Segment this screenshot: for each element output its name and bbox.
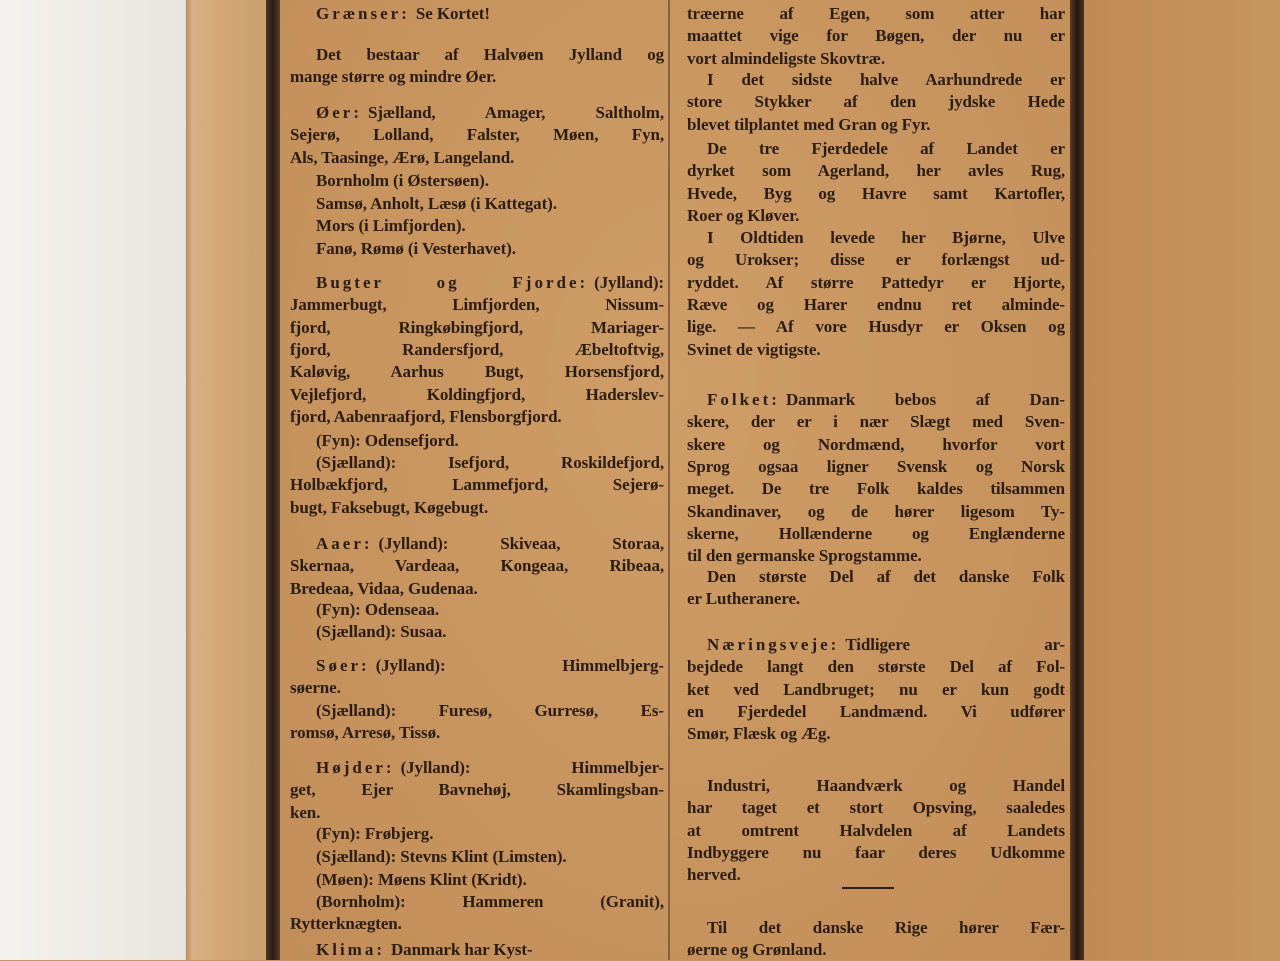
text-line bbox=[316, 238, 664, 260]
text-line bbox=[290, 294, 664, 316]
line-text: Indbyggere nu faar deres Udkomme bbox=[687, 842, 1065, 862]
text-line bbox=[290, 474, 664, 496]
section-heading: Søer: bbox=[316, 656, 370, 675]
text-line bbox=[316, 533, 664, 555]
text-line bbox=[316, 215, 664, 237]
line-text: mange større og mindre Øer. bbox=[290, 67, 497, 87]
text-line bbox=[687, 411, 1065, 433]
line-text: I det sidste halve Aarhundrede er bbox=[707, 70, 1065, 89]
line-text: Sejerø, Lolland, Falster, Møen, Fyn, bbox=[290, 125, 664, 145]
line-text: Industri, Haandværk og Handel bbox=[707, 776, 1065, 795]
text-line bbox=[316, 102, 664, 124]
column-divider bbox=[668, 0, 670, 960]
text-line bbox=[290, 406, 664, 428]
line-text: Smør, Flæsk og Æg. bbox=[687, 724, 831, 744]
text-line bbox=[707, 566, 1065, 588]
text-line bbox=[687, 701, 1065, 723]
line-text: get, Ejer Bavnehøj, Skamlingsban- bbox=[290, 780, 664, 800]
line-text: Se Kortet! bbox=[415, 4, 490, 23]
line-text: Hvede, Byg og Havre samt Kartofler, bbox=[687, 183, 1065, 203]
line-text: til den germanske Sprogstamme. bbox=[687, 546, 922, 566]
text-line bbox=[316, 655, 664, 677]
text-line bbox=[290, 578, 664, 600]
text-line bbox=[687, 501, 1065, 523]
text-line bbox=[707, 917, 1065, 939]
text-line bbox=[316, 891, 664, 913]
text-line bbox=[687, 91, 1065, 113]
background-surface bbox=[0, 0, 186, 960]
line-text: Skernaa, Vardeaa, Kongeaa, Ribeaa, bbox=[290, 556, 664, 576]
line-text: De tre Fjerdedele af Landet er bbox=[707, 139, 1065, 158]
line-text: I Oldtiden levede her Bjørne, Ulve bbox=[707, 228, 1065, 247]
line-text: søerne. bbox=[290, 678, 341, 698]
line-text: træerne af Egen, som atter har bbox=[687, 4, 1065, 23]
line-text: Danmark har Kyst- bbox=[391, 940, 533, 959]
text-line bbox=[290, 497, 664, 519]
line-text: skere og Nordmænd, hvorfor vort bbox=[687, 434, 1065, 454]
section-heading: Øer: bbox=[316, 103, 362, 122]
line-text: en Fjerdedel Landmænd. Vi udfører bbox=[687, 701, 1065, 721]
line-text: (Sjælland): Furesø, Gurresø, Es- bbox=[316, 701, 664, 720]
text-line bbox=[316, 757, 664, 779]
text-line bbox=[290, 317, 664, 339]
text-line bbox=[290, 339, 664, 361]
text-line bbox=[316, 599, 664, 621]
text-line bbox=[687, 456, 1065, 478]
line-text: fjord, Ringkøbingfjord, Mariager- bbox=[290, 317, 664, 337]
line-text: dyrket som Agerland, her avles Rug, bbox=[687, 161, 1065, 181]
line-text: Jammerbugt, Limfjorden, Nissum- bbox=[290, 295, 664, 315]
line-text: Til det danske Rige hører Fær- bbox=[707, 918, 1065, 937]
text-line bbox=[316, 700, 664, 722]
text-line bbox=[316, 869, 664, 891]
text-line bbox=[290, 124, 664, 146]
line-text: (Bornholm): Hammeren (Granit), bbox=[316, 892, 664, 911]
section-heading: Klima: bbox=[316, 940, 385, 959]
text-line bbox=[707, 138, 1065, 160]
line-text: store Stykker af den jydske Hede bbox=[687, 92, 1065, 112]
text-line bbox=[316, 621, 664, 643]
text-line bbox=[687, 797, 1065, 819]
line-text: har taget et stort Opsving, saaledes bbox=[687, 798, 1065, 818]
text-line bbox=[687, 3, 1065, 25]
line-text: bejdede langt den største Del af Fol- bbox=[687, 657, 1065, 677]
text-line bbox=[687, 723, 1065, 745]
text-line bbox=[687, 864, 1065, 886]
line-text: Bredeaa, Vidaa, Gudenaa. bbox=[290, 578, 478, 598]
line-text: (Jylland): bbox=[594, 273, 664, 292]
text-line bbox=[290, 913, 664, 935]
text-line bbox=[707, 775, 1065, 797]
line-text: ken. bbox=[290, 802, 321, 822]
text-line bbox=[687, 939, 1065, 961]
line-text: Als, Taasinge, Ærø, Langeland. bbox=[290, 147, 515, 167]
line-text: øerne og Grønland. bbox=[687, 940, 827, 960]
text-line bbox=[316, 272, 664, 294]
text-line bbox=[687, 316, 1065, 338]
line-text: Den største Del af det danske Folk bbox=[707, 567, 1065, 586]
line-text: er Lutheranere. bbox=[687, 589, 801, 609]
text-line bbox=[687, 114, 1065, 136]
text-line bbox=[707, 69, 1065, 91]
text-line bbox=[290, 677, 664, 699]
section-heading: Højder: bbox=[316, 758, 395, 777]
section-heading: Grænser: bbox=[316, 4, 410, 23]
line-text: Tidligere ar- bbox=[845, 635, 1065, 654]
text-line bbox=[316, 193, 664, 215]
text-line bbox=[290, 147, 664, 169]
text-line bbox=[687, 339, 1065, 361]
text-line bbox=[316, 823, 664, 845]
section-heading: Aaer: bbox=[316, 534, 373, 553]
section-rule bbox=[842, 887, 894, 889]
text-line bbox=[707, 389, 1065, 411]
text-line bbox=[687, 478, 1065, 500]
text-line bbox=[707, 634, 1065, 656]
text-line bbox=[290, 722, 664, 744]
text-line bbox=[290, 66, 664, 88]
line-text: herved. bbox=[687, 865, 741, 885]
text-line bbox=[290, 779, 664, 801]
line-text: Det bestaar af Halvøen Jylland og bbox=[316, 45, 664, 64]
line-text: (Jylland): Himmelbjer- bbox=[400, 758, 664, 777]
text-line bbox=[687, 588, 1065, 610]
text-line bbox=[316, 452, 664, 474]
line-text: fjord, Randersfjord, Æbeltoftvig, bbox=[290, 339, 664, 359]
line-text: og Urokser; disse er forlængst ud- bbox=[687, 250, 1065, 270]
line-text: Samsø, Anholt, Læsø (i Kattegat). bbox=[316, 194, 557, 213]
text-line bbox=[316, 430, 664, 452]
line-text: Ræve og Harer endnu ret alminde- bbox=[687, 294, 1065, 314]
section-heading: Bugter og Fjorde: bbox=[316, 273, 589, 292]
section-heading: Folket: bbox=[707, 390, 780, 409]
line-text: skere, der er i nær Slægt med Sven- bbox=[687, 412, 1065, 432]
text-line bbox=[316, 846, 664, 868]
text-line bbox=[290, 384, 664, 406]
text-line bbox=[316, 3, 664, 25]
line-text: Skandinaver, og de hører ligesom Ty- bbox=[687, 501, 1065, 521]
line-text: Holbækfjord, Lammefjord, Sejerø- bbox=[290, 475, 664, 495]
line-text: ket ved Landbruget; nu er kun godt bbox=[687, 679, 1065, 699]
text-line bbox=[290, 555, 664, 577]
line-text: (Sjælland): Isefjord, Roskildefjord, bbox=[316, 453, 664, 472]
line-text: maattet vige for Bøgen, der nu er bbox=[687, 26, 1065, 46]
line-text: fjord, Aabenraafjord, Flensborgfjord. bbox=[290, 406, 562, 426]
line-text: (Møen): Møens Klint (Kridt). bbox=[316, 870, 527, 889]
line-text: blevet tilplantet med Gran og Fyr. bbox=[687, 114, 931, 134]
text-line bbox=[687, 820, 1065, 842]
text-line bbox=[687, 434, 1065, 456]
text-line bbox=[687, 205, 1065, 227]
text-line bbox=[687, 249, 1065, 271]
text-line bbox=[290, 361, 664, 383]
line-text: Vejlefjord, Koldingfjord, Haderslev- bbox=[290, 384, 664, 404]
line-text: Sjælland, Amager, Saltholm, bbox=[367, 103, 664, 122]
line-text: meget. De tre Folk kaldes tilsammen bbox=[687, 479, 1065, 499]
line-text: Kaløvig, Aarhus Bugt, Horsensfjord, bbox=[290, 362, 664, 382]
text-line bbox=[687, 25, 1065, 47]
text-line bbox=[687, 656, 1065, 678]
page-border-left bbox=[266, 0, 280, 960]
line-text: Sprog ogsaa ligner Svensk og Norsk bbox=[687, 456, 1065, 476]
text-line bbox=[290, 802, 664, 824]
text-line bbox=[687, 183, 1065, 205]
text-line bbox=[316, 44, 664, 66]
section-heading: Næringsveje: bbox=[707, 635, 840, 654]
text-line bbox=[687, 272, 1065, 294]
text-line bbox=[687, 48, 1065, 70]
text-line bbox=[687, 523, 1065, 545]
line-text: (Jylland): Himmelbjerg- bbox=[375, 656, 664, 675]
line-text: lige. — Af vore Husdyr er Oksen og bbox=[687, 317, 1065, 337]
line-text: Rytterknægten. bbox=[290, 914, 402, 934]
text-line bbox=[687, 545, 1065, 567]
line-text: (Fyn): Odensefjord. bbox=[316, 431, 459, 450]
line-text: (Fyn): Odenseaa. bbox=[316, 600, 440, 619]
line-text: (Sjælland): Stevns Klint (Limsten). bbox=[316, 847, 567, 866]
text-line bbox=[687, 842, 1065, 864]
paper-edge bbox=[186, 0, 266, 960]
line-text: Fanø, Rømø (i Vesterhavet). bbox=[316, 239, 516, 258]
line-text: ryddet. Af større Pattedyr er Hjorte, bbox=[687, 272, 1065, 292]
line-text: romsø, Arresø, Tissø. bbox=[290, 723, 441, 743]
line-text: Svinet de vigtigste. bbox=[687, 339, 821, 359]
line-text: bugt, Faksebugt, Køgebugt. bbox=[290, 497, 489, 517]
line-text: (Sjælland): Susaa. bbox=[316, 622, 447, 641]
line-text: skerne, Hollænderne og Englænderne bbox=[687, 523, 1065, 543]
text-line bbox=[316, 939, 664, 961]
line-text: Roer og Kløver. bbox=[687, 205, 800, 225]
paper-right bbox=[1084, 0, 1280, 960]
text-line bbox=[316, 170, 664, 192]
page-border-right bbox=[1070, 0, 1084, 960]
text-line bbox=[687, 679, 1065, 701]
line-text: Danmark bebos af Dan- bbox=[785, 390, 1065, 409]
text-line bbox=[687, 294, 1065, 316]
line-text: (Fyn): Frøbjerg. bbox=[316, 824, 434, 843]
line-text: Bornholm (i Østersøen). bbox=[316, 171, 489, 190]
line-text: at omtrent Halvdelen af Landets bbox=[687, 820, 1065, 840]
text-line bbox=[687, 160, 1065, 182]
line-text: Mors (i Limfjorden). bbox=[316, 216, 466, 235]
line-text: (Jylland): Skiveaa, Storaa, bbox=[378, 534, 664, 553]
text-line bbox=[707, 227, 1065, 249]
line-text: vort almindeligste Skovtræ. bbox=[687, 48, 885, 68]
